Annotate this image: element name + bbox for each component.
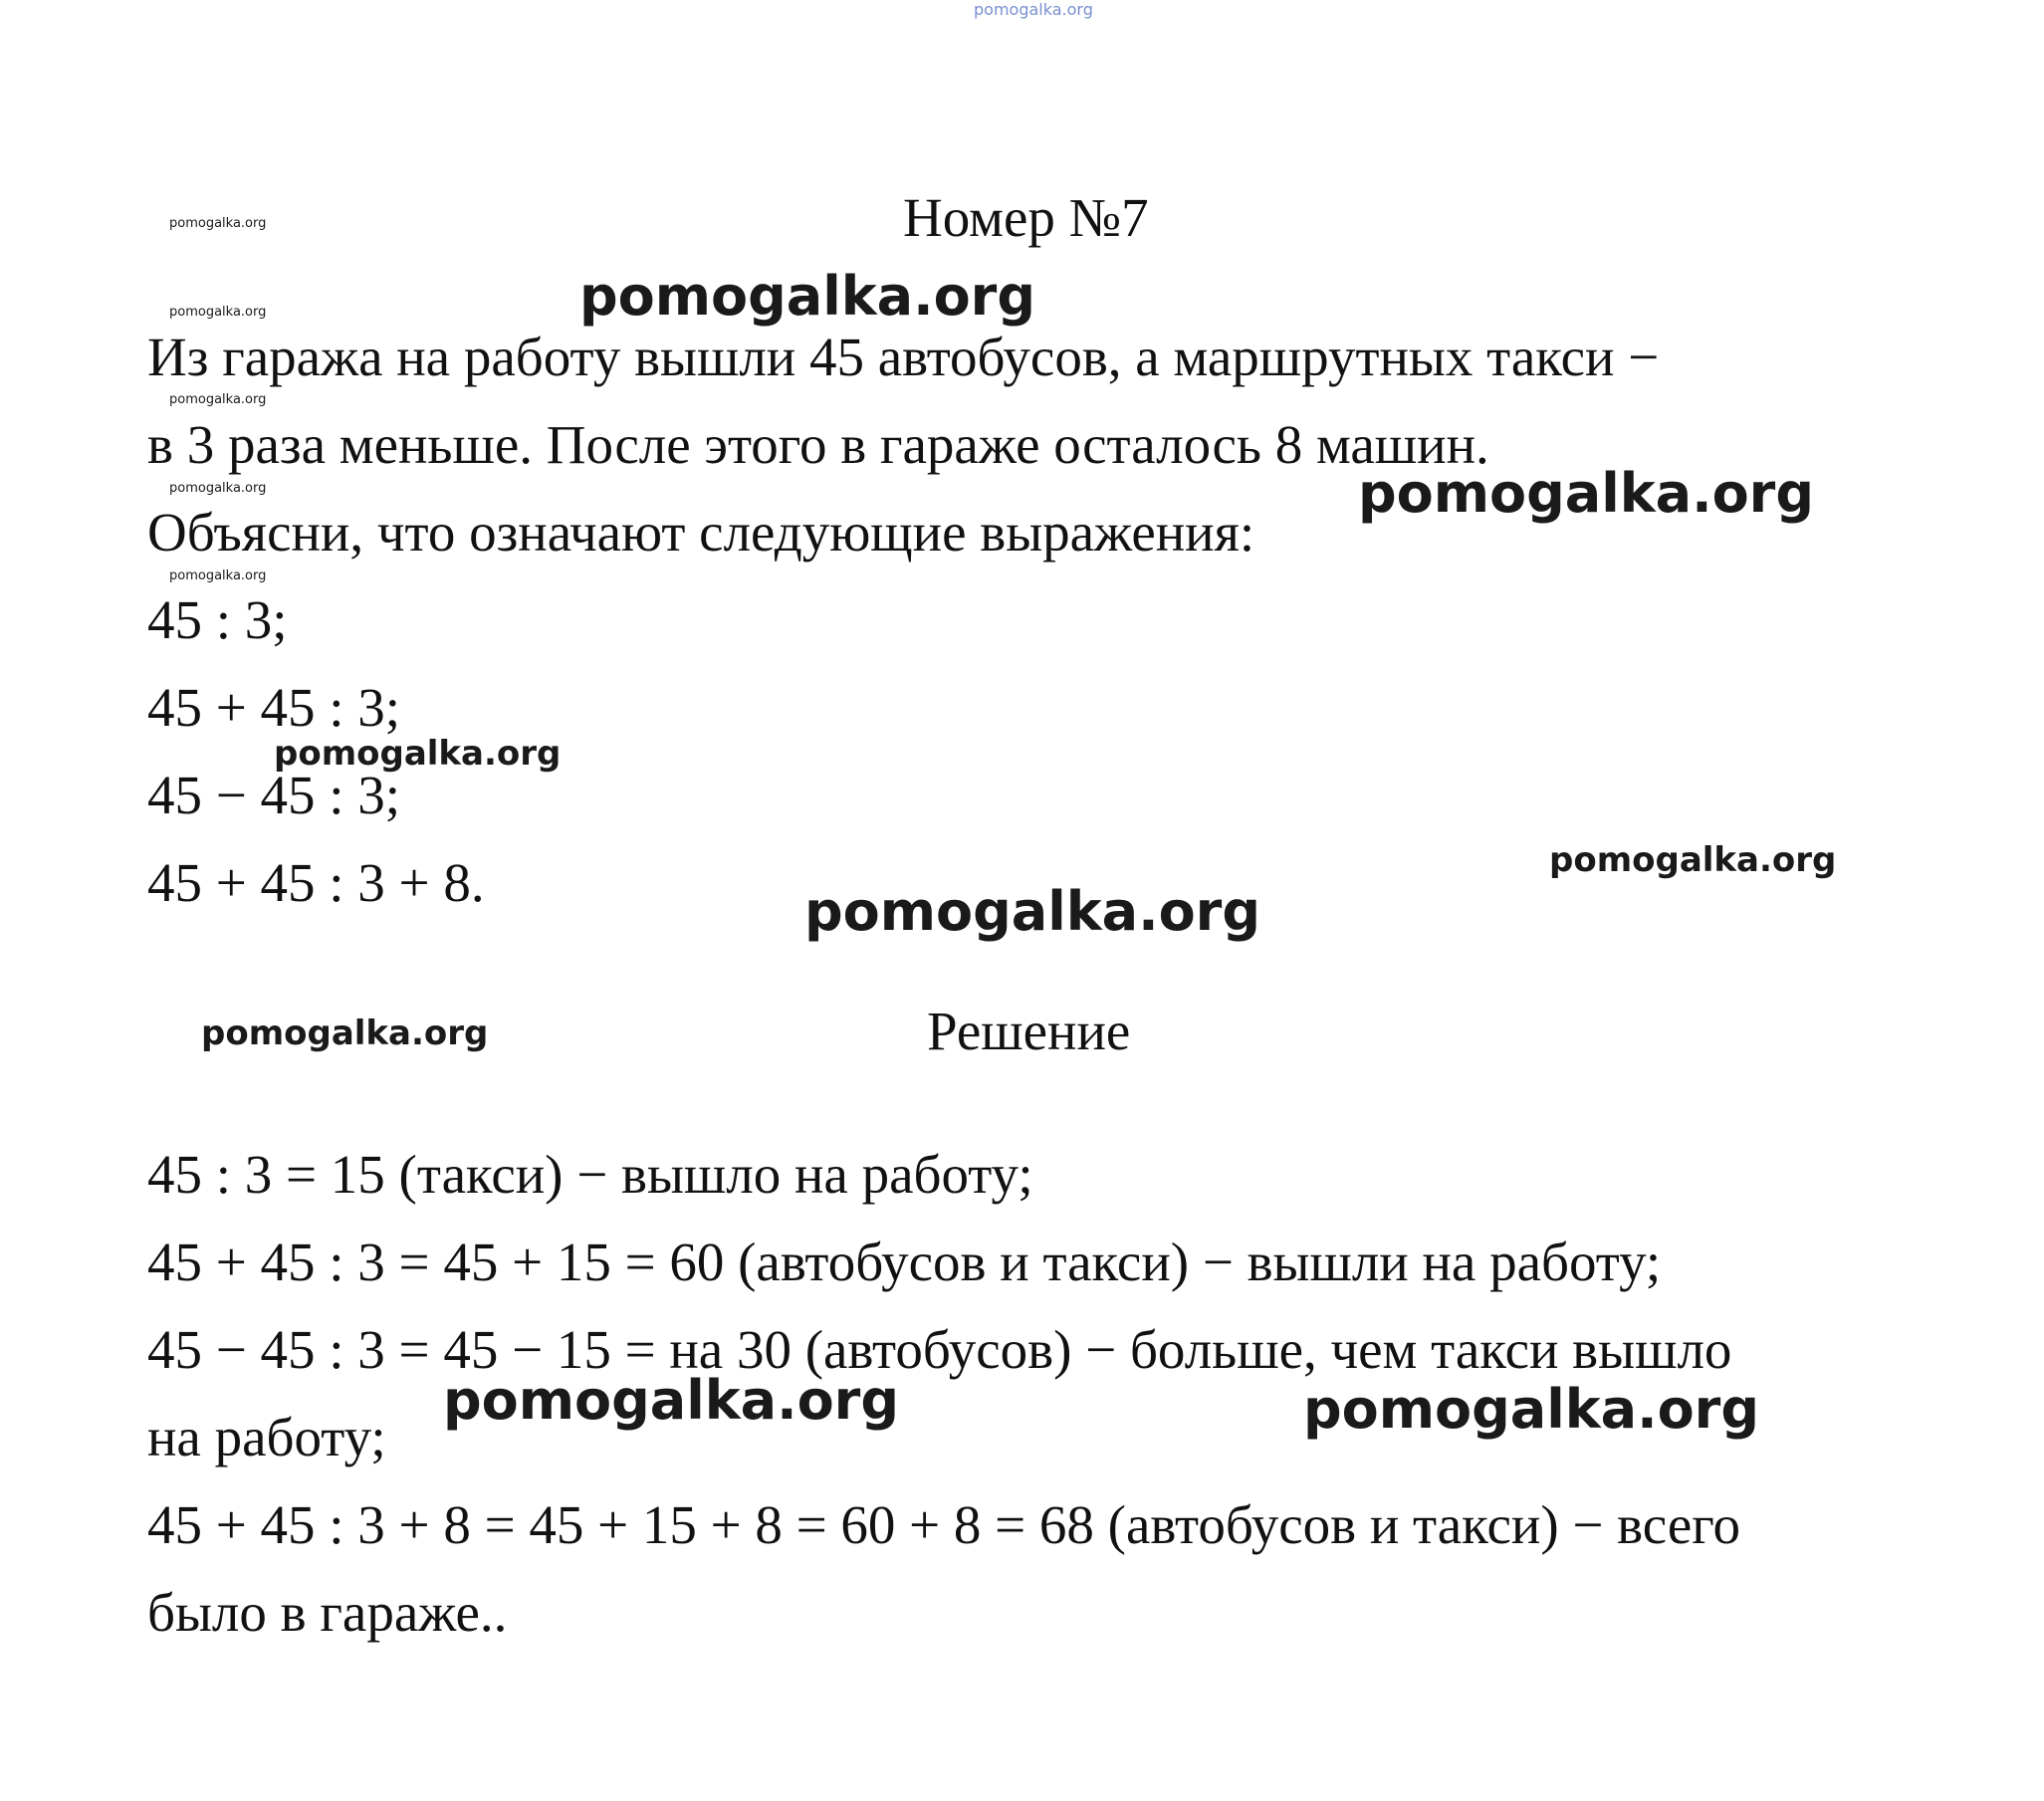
expression-line: 45 : 3;: [147, 589, 288, 650]
expression-line: 45 − 45 : 3;: [147, 765, 401, 825]
problem-line: Из гаража на работу вышли 45 автобусов, а маршрутных такси −: [147, 327, 1660, 387]
watermark-large: pomogalka.org: [1303, 1378, 1759, 1441]
watermark-large: pomogalka.org: [1358, 462, 1814, 525]
solution-heading: Решение: [927, 1001, 1131, 1061]
watermark-small: pomogalka.org: [169, 392, 267, 407]
solution-line: 45 − 45 : 3 = 45 − 15 = на 30 (автобусов) − больше, чем такси вышло: [147, 1319, 1732, 1380]
watermark-top: pomogalka.org: [974, 0, 1093, 19]
watermark-medium: pomogalka.org: [274, 734, 562, 774]
page-title: Номер №7: [903, 187, 1149, 248]
watermark-medium: pomogalka.org: [201, 1013, 489, 1053]
expression-line: 45 + 45 : 3;: [147, 677, 401, 738]
solution-line: 45 + 45 : 3 + 8 = 45 + 15 + 8 = 60 + 8 = 68 (автобусов и такси) − всего: [147, 1494, 1740, 1555]
problem-line: Объясни, что означают следующие выражения:: [147, 502, 1255, 563]
watermark-small: pomogalka.org: [169, 305, 267, 320]
watermark-large: pomogalka.org: [579, 265, 1035, 328]
problem-line: в 3 раза меньше. После этого в гараже осталось 8 машин.: [147, 414, 1489, 475]
solution-line: 45 : 3 = 15 (такси) − вышло на работу;: [147, 1144, 1033, 1205]
watermark-small: pomogalka.org: [169, 481, 267, 496]
watermark-large: pomogalka.org: [443, 1369, 899, 1432]
solution-line: на работу;: [147, 1407, 386, 1467]
solution-line: 45 + 45 : 3 = 45 + 15 = 60 (автобусов и такси) − вышли на работу;: [147, 1232, 1662, 1292]
solution-line: было в гараже..: [147, 1582, 508, 1643]
expression-line: 45 + 45 : 3 + 8.: [147, 852, 485, 913]
watermark-small: pomogalka.org: [169, 568, 267, 583]
watermark-small: pomogalka.org: [169, 216, 267, 231]
watermark-large: pomogalka.org: [804, 880, 1260, 943]
watermark-medium: pomogalka.org: [1549, 840, 1837, 880]
